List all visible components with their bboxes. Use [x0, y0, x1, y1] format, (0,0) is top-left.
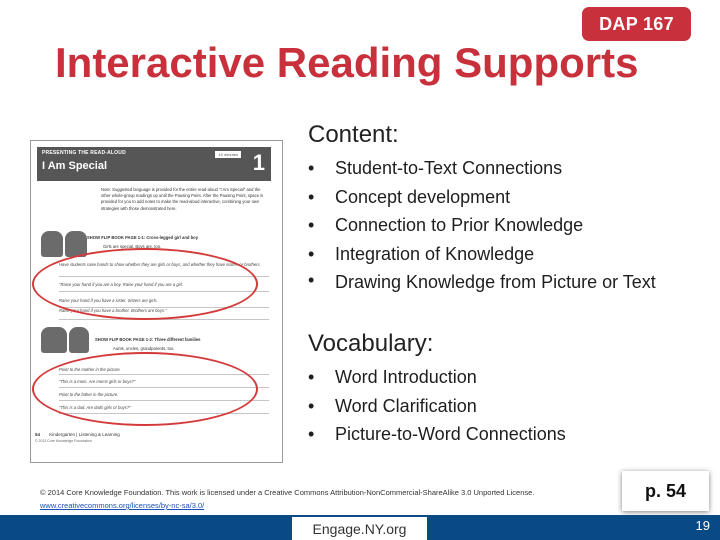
flip-book-label: SHOW FLIP BOOK PAGE 1-1: Cross-legged girl and boy [87, 235, 199, 240]
thumbnail-unit: Kindergarten | Listening & Learning [49, 432, 120, 437]
content-heading: Content: [308, 121, 399, 148]
license-credit: © 2014 Core Knowledge Foundation. This work is licensed under a Creative Commons Attribution-NonCommercial-ShareAlike 3.0 Unported License. [40, 488, 535, 497]
thumbnail-note: Note: Suggested language is provided for the entire read-aloud "I Am Special" and the other whole-group readings up until the Pausing Point. After the Pausing Point, space is provided for you to add notes to make the read-aloud interactive, combining your own strategies with those demonstrated here. [101, 187, 264, 211]
thumbnail-header-number: 1 [252, 150, 265, 175]
flip-book-label: SHOW FLIP BOOK PAGE 1-2: Three different families [95, 337, 201, 342]
list-item: • Concept development [308, 183, 708, 212]
thumbnail-line: Raise your hand if you have a sister. Sisters are girls. [59, 298, 158, 303]
thumbnail-line: "This is a dad. Are dads girls or boys?" [59, 405, 131, 410]
slide-number: 19 [695, 518, 710, 533]
slide-title: Interactive Reading Supports [55, 39, 639, 86]
list-item: • Drawing Knowledge from Picture or Text [308, 268, 686, 294]
list-item: • Word Introduction [308, 363, 708, 392]
thumbnail-line: "Raise your hand if you are a boy. Raise your hand if you are a girl. [59, 282, 184, 287]
family-picture-icon [69, 327, 89, 353]
flip-book-caption: Girls are special. Boys are, too. [103, 244, 162, 249]
thumbnail-line: Point to the father in the picture. [59, 392, 119, 397]
flip-book-caption: Aunts, uncles, grandparents, too. [113, 346, 175, 351]
vocabulary-heading: Vocabulary: [308, 330, 434, 357]
page-reference: p. 54 [622, 471, 709, 511]
family-picture-icon [41, 327, 67, 353]
vocabulary-list [308, 363, 708, 449]
thumbnail-header-small: PRESENTING THE READ-ALOUD [42, 150, 126, 156]
thumbnail-header [37, 147, 271, 181]
thumbnail-line: "This is a mom. Are moms girls or boys?" [59, 379, 136, 384]
thumbnail-line: Point to the mother in the picture. [59, 367, 121, 372]
thumbnail-footer [35, 432, 120, 443]
thumbnail-header-minutes: 10 minutes [215, 151, 241, 158]
license-link[interactable]: www.creativecommons.org/licenses/by-nc-sa/3.0/ [40, 501, 205, 510]
content-list [308, 154, 708, 294]
highlight-oval [32, 352, 258, 426]
thumbnail-header-title: I Am Special [42, 160, 108, 172]
thumbnail-line: Have students raise hands to show whether they are girls or boys, and whether they have sisters or brothers. [59, 262, 261, 267]
list-item: • Picture-to-Word Connections [308, 420, 708, 449]
engageny-label: Engage.NY.org [292, 517, 427, 540]
thumbnail-line: Raise your hand if you have a brother. Brothers are boys." [59, 308, 167, 313]
highlight-oval [32, 248, 258, 320]
thumbnail-page-number: 54 [35, 432, 41, 437]
list-item: • Student-to-Text Connections [308, 154, 708, 183]
dap-badge: DAP 167 [582, 7, 691, 41]
list-item: • Word Clarification [308, 392, 708, 421]
thumbnail-copyright: © 2013 Core Knowledge Foundation [35, 439, 92, 443]
list-item: • Connection to Prior Knowledge [308, 211, 708, 240]
list-item: • Integration of Knowledge [308, 240, 708, 269]
children-picture-icon [41, 231, 63, 257]
